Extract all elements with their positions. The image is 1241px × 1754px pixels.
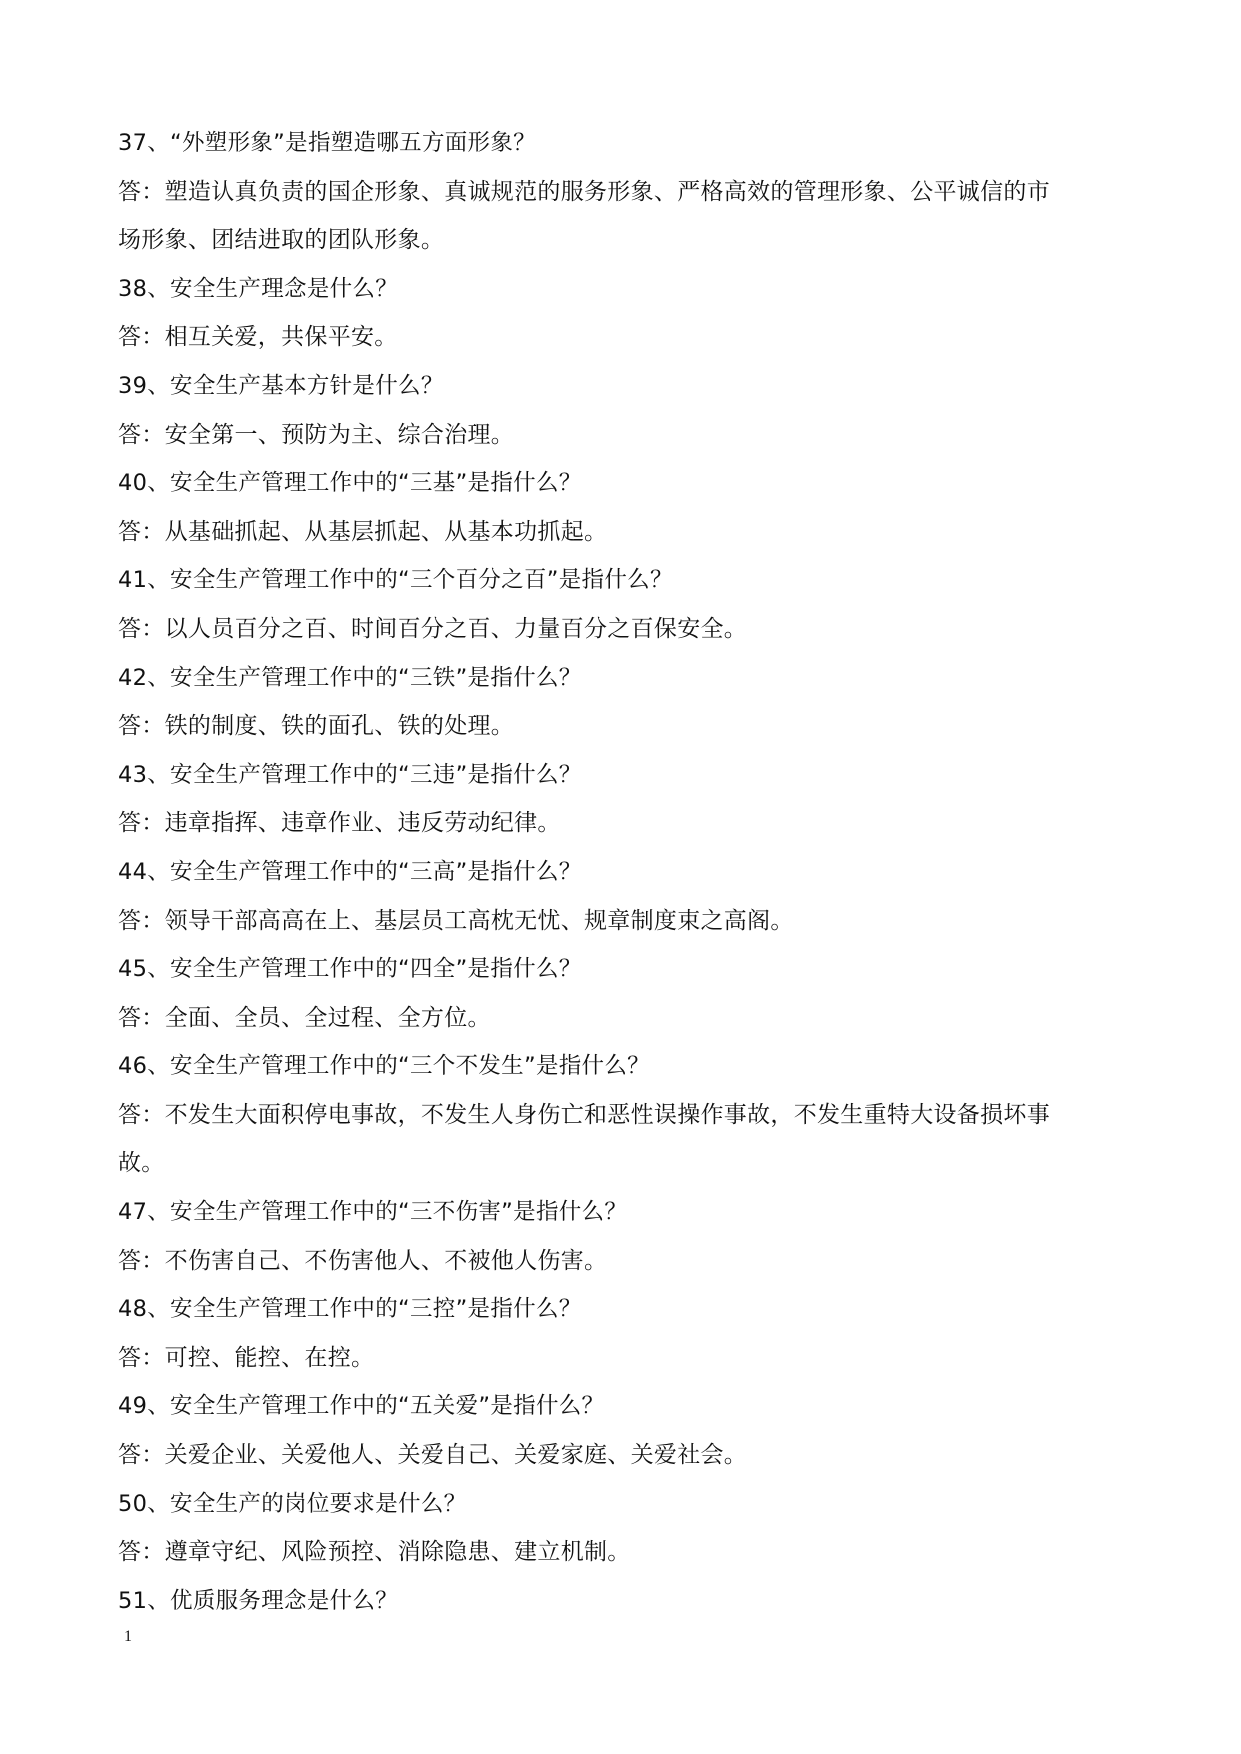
answer-line: 答：不发生大面积停电事故，不发生人身伤亡和恶性误操作事故，不发生重特大设备损坏事: [118, 1101, 1050, 1128]
answer-line: 答：不伤害自己、不伤害他人、不被他人伤害。: [118, 1247, 608, 1274]
question-line: 38、安全生产理念是什么？: [118, 275, 399, 302]
question-line: 49、安全生产管理工作中的“五关爱”是指什么？: [118, 1393, 605, 1420]
question-line: 42、安全生产管理工作中的“三铁”是指什么？: [118, 664, 582, 691]
answer-line: 答：关爱企业、关爱他人、关爱自己、关爱家庭、关爱社会。: [118, 1442, 748, 1469]
question-line: 51、优质服务理念是什么？: [118, 1587, 399, 1614]
question-line: 48、安全生产管理工作中的“三控”是指什么？: [118, 1296, 582, 1323]
answer-line: 答：遵章守纪、风险预控、消除隐患、建立机制。: [118, 1539, 631, 1566]
question-line: 44、安全生产管理工作中的“三高”是指什么？: [118, 858, 582, 885]
question-line: 50、安全生产的岗位要求是什么？: [118, 1490, 467, 1517]
question-line: 47、安全生产管理工作中的“三不伤害”是指什么？: [118, 1199, 628, 1226]
answer-line: 答：安全第一、预防为主、综合治理。: [118, 421, 515, 448]
answer-line: 答：以人员百分之百、时间百分之百、力量百分之百保安全。: [118, 615, 748, 642]
answer-line: 答：领导干部高高在上、基层员工高枕无忧、规章制度束之高阁。: [118, 907, 794, 934]
answer-line: 答：铁的制度、铁的面孔、铁的处理。: [118, 713, 515, 740]
answer-line-continued: 场形象、团结进取的团队形象。: [118, 227, 445, 254]
answer-line: 答：相互关爱，共保平安。: [118, 324, 398, 351]
question-line: 41、安全生产管理工作中的“三个百分之百”是指什么？: [118, 567, 673, 594]
question-line: 40、安全生产管理工作中的“三基”是指什么？: [118, 470, 582, 497]
answer-line: 答：塑造认真负责的国企形象、真诚规范的服务形象、严格高效的管理形象、公平诚信的市: [118, 178, 1050, 205]
answer-line: 答：可控、能控、在控。: [118, 1344, 375, 1371]
qa-content: [118, 119, 1128, 1625]
question-line: 37、“外塑形象”是指塑造哪五方面形象？: [118, 130, 536, 156]
question-line: 39、安全生产基本方针是什么？: [118, 372, 444, 399]
answer-line-continued: 故。: [118, 1150, 165, 1177]
question-line: 46、安全生产管理工作中的“三个不发生”是指什么？: [118, 1053, 650, 1080]
answer-line: 答：违章指挥、违章作业、违反劳动纪律。: [118, 810, 561, 837]
page-number: 1: [124, 1628, 132, 1645]
answer-line: 答：从基础抓起、从基层抓起、从基本功抓起。: [118, 518, 608, 545]
question-line: 43、安全生产管理工作中的“三违”是指什么？: [118, 761, 582, 788]
answer-line: 答：全面、全员、全过程、全方位。: [118, 1004, 491, 1031]
question-line: 45、安全生产管理工作中的“四全”是指什么？: [118, 956, 582, 983]
